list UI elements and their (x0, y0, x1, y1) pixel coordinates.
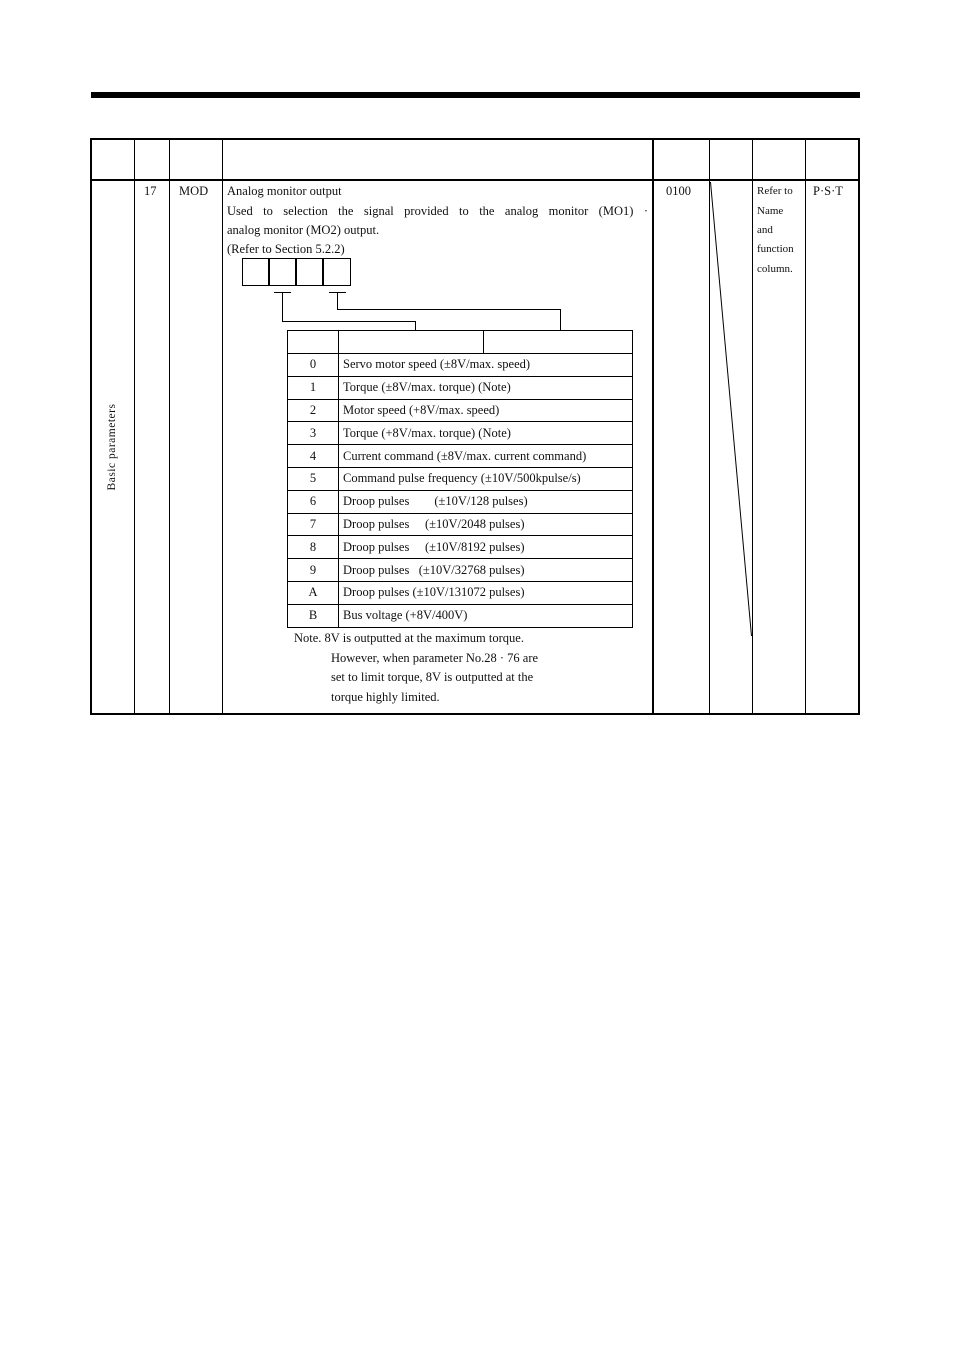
setting-cell: 3 (288, 422, 339, 445)
table-row (288, 422, 633, 445)
setting-cell: 9 (288, 559, 339, 582)
output-cell: Droop pulses (±10V/128 pulses) (339, 490, 633, 513)
table-row (288, 581, 633, 604)
setting-cell: A (288, 581, 339, 604)
note-line-3: set to limit torque, 8V is outputted at the (331, 670, 534, 684)
description-line-1: Used to selection the signal provided to the analog monitor (MO1) · (227, 203, 648, 218)
setting-cell: 7 (288, 513, 339, 536)
digit-box-3 (296, 258, 323, 286)
category-label: Basic parameters (106, 403, 118, 491)
digit-box-2 (269, 258, 296, 286)
setting-cell: 0 (288, 354, 339, 377)
setting-cell: 5 (288, 467, 339, 490)
table-row (288, 513, 633, 536)
description-line-3: (Refer to Section 5.2.2) (227, 242, 345, 256)
output-cell: Command pulse frequency (±10V/500kpulse/s) (339, 467, 633, 490)
digit-box-1 (242, 258, 269, 286)
output-cell: Motor speed (+8V/max. speed) (339, 399, 633, 422)
parameter-name: Analog monitor output (227, 184, 342, 198)
output-cell: Droop pulses (±10V/8192 pulses) (339, 536, 633, 559)
table-row (288, 490, 633, 513)
table-row (288, 354, 633, 377)
output-cell: Droop pulses (±10V/131072 pulses) (339, 581, 633, 604)
table-row (288, 445, 633, 468)
control-mode: P·S·T (813, 184, 843, 198)
table-row (288, 604, 633, 627)
note-line-1: Note. 8V is outputted at the maximum torque. (294, 631, 524, 645)
setting-cell: 6 (288, 490, 339, 513)
output-cell: Droop pulses (±10V/2048 pulses) (339, 513, 633, 536)
description-line-2: analog monitor (MO2) output. (227, 223, 380, 237)
unit-not-applicable-stroke (700, 180, 760, 640)
parameter-number: 17 (144, 184, 157, 198)
setting-range-line-5: column. (757, 262, 793, 275)
table-row (288, 559, 633, 582)
setting-range-line-4: function (757, 243, 794, 255)
note-line-4: torque highly limited. (331, 689, 440, 704)
setting-cell: 8 (288, 536, 339, 559)
note-line-2: However, when parameter No.28 · 76 are (331, 650, 539, 665)
output-cell: Bus voltage (+8V/400V) (339, 604, 633, 627)
setting-cell: 2 (288, 399, 339, 422)
setting-cell: 1 (288, 376, 339, 399)
parameter-symbol: MOD (179, 184, 209, 198)
output-cell: Servo motor speed (±8V/max. speed) (339, 354, 633, 377)
initial-value: 0100 (666, 184, 691, 198)
monitor-output-table (287, 330, 633, 628)
setting-range-line-1: Refer to (757, 185, 793, 197)
setting-cell: 4 (288, 445, 339, 468)
header-rule (91, 92, 860, 98)
table-row (288, 399, 633, 422)
output-cell: Current command (±8V/max. current command) (339, 445, 633, 468)
table-row (288, 467, 633, 490)
setting-range-line-3: and (757, 224, 773, 236)
setting-cell: B (288, 604, 339, 627)
table-row (288, 536, 633, 559)
setting-range-line-2: Name (757, 204, 784, 217)
table-row (288, 376, 633, 399)
digit-box-4 (323, 258, 351, 286)
output-cell: Torque (+8V/max. torque) (Note) (339, 422, 633, 445)
output-cell: Torque (±8V/max. torque) (Note) (339, 376, 633, 399)
output-cell: Droop pulses (±10V/32768 pulses) (339, 559, 633, 582)
